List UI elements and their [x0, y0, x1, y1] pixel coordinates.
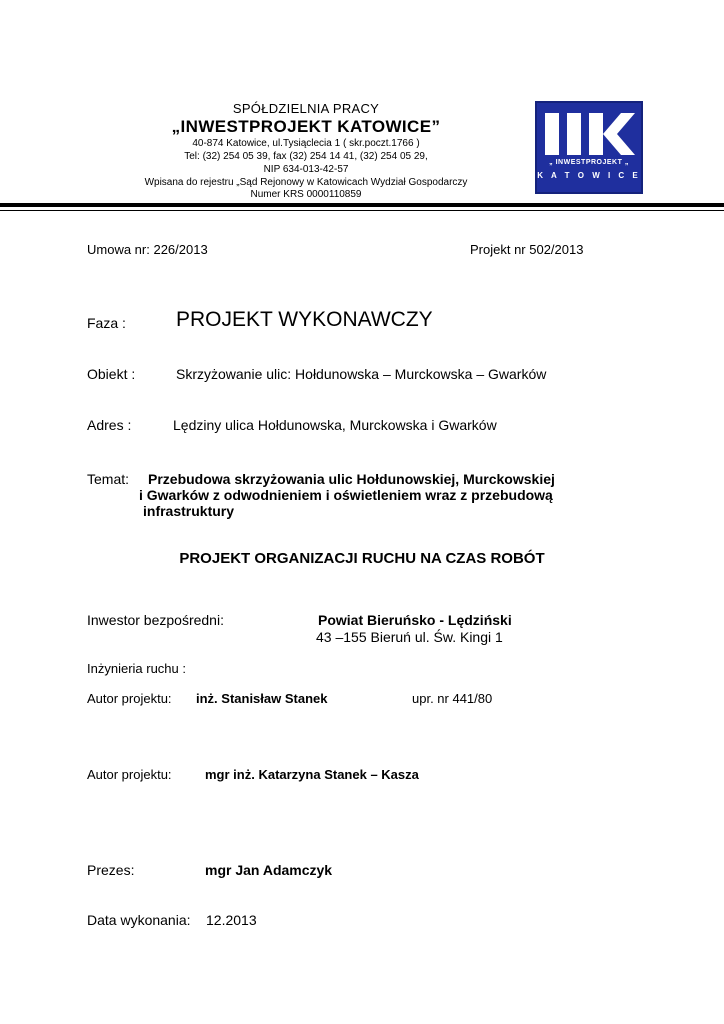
company-krs: Numer KRS 0000110859 — [250, 189, 362, 200]
subject-label: Temat: — [87, 471, 130, 487]
author1-name: inż. Stanisław Stanek — [196, 691, 328, 706]
subject-line1: Przebudowa skrzyżowania ulic Hołdunowskiej, Murckowskiej — [148, 471, 555, 487]
object-label: Obiekt : — [87, 366, 136, 382]
company-registry: Wpisana do rejestru „Sąd Rejonowy w Katowicach Wydział Gospodarczy — [144, 177, 468, 188]
company-address: 40-874 Katowice, ul.Tysiąclecia 1 ( skr.poczt.1766 ) — [192, 138, 420, 149]
document-subtitle: PROJEKT ORGANIZACJI RUCHU NA CZAS ROBÓT — [179, 550, 545, 567]
president-label: Prezes: — [87, 862, 135, 878]
author1-label: Autor projektu: — [87, 691, 172, 706]
phase-label: Faza : — [87, 315, 126, 331]
contract-number: Umowa nr: 226/2013 — [87, 242, 208, 257]
logo-text-line2: K A T O W I C E — [537, 171, 641, 180]
investor-label: Inwestor bezpośredni: — [87, 612, 224, 628]
completion-date-label: Data wykonania: — [87, 912, 191, 928]
investor-name: Powiat Bieruńsko - Lędziński — [318, 612, 512, 628]
cooperative-label: SPÓŁDZIELNIA PRACY — [232, 101, 380, 116]
author2-name: mgr inż. Katarzyna Stanek – Kasza — [205, 767, 419, 782]
completion-date-value: 12.2013 — [206, 912, 257, 928]
company-logo — [535, 101, 643, 194]
company-nip: NIP 634-013-42-57 — [263, 164, 349, 175]
author2-label: Autor projektu: — [87, 767, 172, 782]
president-name: mgr Jan Adamczyk — [205, 862, 333, 878]
address-label: Adres : — [87, 417, 132, 433]
investor-address: 43 –155 Bieruń ul. Św. Kingi 1 — [316, 629, 503, 645]
header-rule-thin — [0, 210, 724, 211]
header-rule-thick — [0, 203, 724, 207]
object-value: Skrzyżowanie ulic: Hołdunowska – Murckowska – Gwarków — [176, 366, 547, 382]
phase-value: PROJEKT WYKONAWCZY — [176, 308, 433, 331]
logo-text-line1: „ INWESTPROJEKT „ — [549, 159, 629, 166]
address-value: Lędziny ulica Hołdunowska, Murckowska i Gwarków — [173, 417, 497, 433]
subject-line2: i Gwarków z odwodnieniem i oświetleniem wraz z przebudową — [139, 487, 553, 503]
subject-line3: infrastruktury — [143, 503, 235, 519]
author1-license: upr. nr 441/80 — [412, 691, 493, 706]
traffic-engineering-label: Inżynieria ruchu : — [87, 661, 186, 676]
logo-mark-icon — [543, 111, 635, 157]
project-number: Projekt nr 502/2013 — [470, 242, 584, 257]
company-name: „INWESTPROJEKT KATOWICE” — [171, 117, 441, 136]
company-phone: Tel: (32) 254 05 39, fax (32) 254 14 41, (32) 254 05 29, — [184, 151, 428, 162]
